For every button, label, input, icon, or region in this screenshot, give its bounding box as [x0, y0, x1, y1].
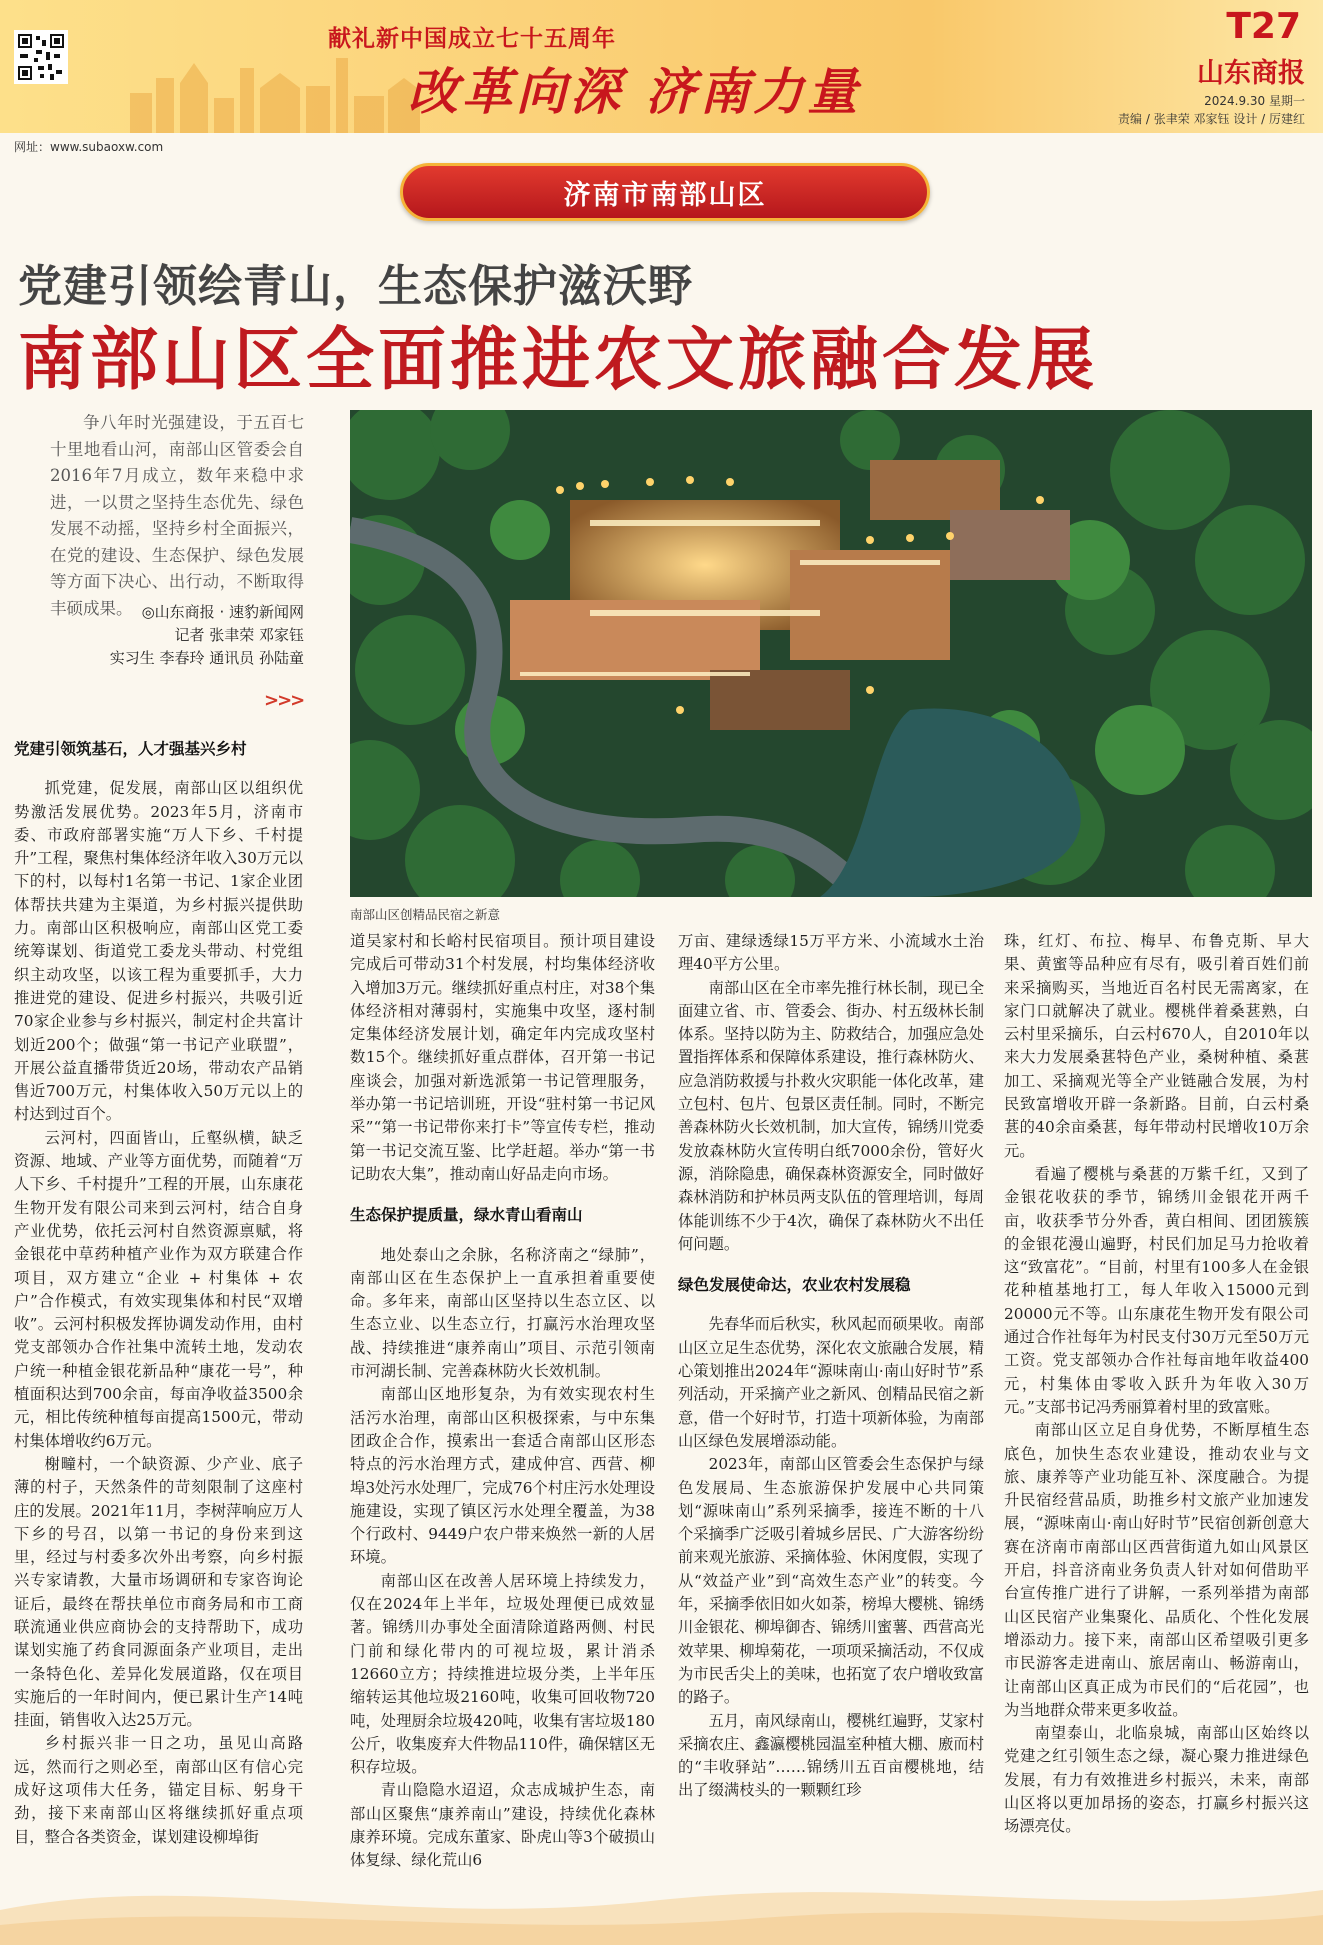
paragraph: 南望泰山，北临泉城，南部山区始终以党建之红引领生态之绿，凝心聚力推进绿色发展，有力有效推进乡村振兴，未来，南部山区将以更加昂扬的姿态，打赢乡村振兴这场漂亮仗。: [1004, 1724, 1309, 1836]
page-number: T27: [1226, 6, 1301, 47]
paragraph: 云河村，四面皆山，丘壑纵横，缺乏资源、地域、产业等方面优势，而随着“万人下乡、千村提升”工程的开展，山东康花生物开发有限公司来到云河村，结合自身产业优势，依托云河村自然资源禀赋，将金银花中草药种植产业作为双方联建合作项目，双方建立“企业 + 村集体 + 农户”合作模式，有效实现集体和村民“双增收”。云河村积极发挥协调发动作用，由村党支部领办合作社集中流转土地，发动农户统一种植金银花新品种“康花一号”，种植面积达到700余亩，每亩净收益3500余元，相比传统种植每亩提高1500元，带动村集体增收约6万元。: [14, 1128, 303, 1450]
paragraph: 万亩、建绿透绿15万平方米、小流域水土治理40平方公里。: [678, 932, 984, 974]
paragraph: 南部山区在全市率先推行林长制，现已全面建立省、市、管委会、街办、村五级林长制体系。坚持以防为主、防救结合，加强应急处置指挥体系和保障体系建设，推行森林防火、应急消防救援与扑救火灾职能一体化改革，建立包村、包片、包景区责任制。同时，不断完善森林防火长效机制，加大宣传，锦绣川党委发放森林防火宣传明白纸7000余份，管好火源，消除隐患，确保森林资源安全，同时做好森林消防和护林员两支队伍的管理培训，每周体能训练不少于4次，确保了森林防火不出任何问题。: [678, 978, 984, 1253]
continue-arrows-icon: >>>: [264, 690, 304, 711]
paragraph: 乡村振兴非一日之功，虽见山高路远，然而行之则必至，南部山区有信心完成好这项伟大任务，锚定目标、躬身干劲，接下来南部山区将继续抓好重点项目，整合各类资金，谋划建设柳埠街: [14, 1734, 303, 1846]
qr-code-icon: [16, 32, 66, 82]
photo-illustration: [350, 410, 1312, 897]
newspaper-name: 山东商报: [1197, 58, 1305, 89]
byline: [60, 601, 304, 670]
section-tag-label: 济南市南部山区: [563, 179, 767, 211]
paragraph: 南部山区在改善人居环境上持续发力，仅在2024年上半年，垃圾处理便已成效显著。锦绣川办事处全面清除道路两侧、村民门前和绿化带内的可视垃圾，累计消杀12660立方；持续推进垃圾分类，上半年压缩转运其他垃圾2160吨，收集可回收物720吨，处理厨余垃圾420吨，收集有害垃圾180公斤，收集废弃大件物品110件，确保辖区无积存垃圾。: [350, 1571, 655, 1777]
paragraph: 五月，南风绿南山，樱桃红遍野，艾家村采摘农庄、鑫瀛樱桃园温室种植大棚、廒而村的“丰收驿站”……锦绣川五百亩樱桃地，结出了缀满枝头的一颗颗红珍: [678, 1711, 984, 1800]
section-tag: [400, 163, 930, 221]
homestay-aerial-photo: [350, 410, 1312, 897]
paragraph: 抓党建，促发展，南部山区以组织优势激活发展优势。2023年5月，济南市委、市政府部署实施“万人下乡、千村提升”工程，聚焦村集体经济年收入30万元以下的村，以每村1名第一书记、1家企业团体帮扶共建为主渠道，为乡村振兴提供助力。南部山区积极响应，南部山区党工委统筹谋划、街道党工委龙头带动、村党组织主动攻坚，以该工程为重要抓手，大力推进党的建设、促进乡村振兴，共吸引近70家企业参与乡村振兴，制定村企共富计划近200个；做强“第一书记产业联盟”，开展公益直播带货近20场，带动农产品销售近700万元，村集体收入50万元以上的村达到过百个。: [14, 779, 303, 1124]
byline-contributors: 实习生 李春玲 通讯员 孙陆童: [109, 649, 304, 667]
qr-code[interactable]: [14, 30, 68, 84]
paragraph: 地处泰山之余脉，名称济南之“绿肺”，南部山区在生态保护上一直承担着重要使命。多年来，南部山区坚持以生态立区、以生态立业、以生态立行，打赢污水治理攻坚战、持续推进“康养南山”项目、示范引领南市河湖长制、完善森林防火长效机制。: [350, 1245, 655, 1381]
paragraph: 榭疃村，一个缺资源、少产业、底子薄的村子，天然条件的苛刻限制了这座村庄的发展。2021年11月，李树萍响应万人下乡的号召，以第一书记的身份来到这里，经过与村委多次外出考察，向乡村振兴专家请教，大量市场调研和专家咨询论证后，最终在帮扶单位市商务局和市工商联流通业供应商协会的支持帮助下，成功谋划实施了药食同源面条产业项目，走出一条特色化、差异化发展道路，仅在项目实施后的一年时间内，便已累计生产14吨挂面，销售收入达25万元。: [14, 1454, 303, 1730]
section-heading-green-development: 绿色发展使命达，农业农村发展稳: [678, 1276, 911, 1295]
paragraph: 看遍了樱桃与桑葚的万紫千红，又到了金银花收获的季节，锦绣川金银花开两千亩，收获季节分外香，黄白相间、团团簇簇的金银花漫山遍野，村民们加足马力抢收着这“致富花”。“目前，村里有100多人在金银花种植基地打工，每人年收入15000元到20000元不等。山东康花生物开发有限公司通过合作社每年为村民支付30万元至50万元工资。党支部领办合作社每亩地年收益400元，村集体由零收入跃升为年收入30万元。”支部书记冯秀丽算着村里的致富账。: [1004, 1164, 1309, 1416]
paragraph: 2023年，南部山区管委会生态保护与绿色发展局、生态旅游保护发展中心共同策划“源味南山”系列采摘季，接连不断的十八个采摘季广泛吸引着城乡居民、广大游客纷纷前来观光旅游、采摘体验、休闲度假，实现了从“效益产业”到“高效生态产业”的转变。今年，采摘季依旧如火如荼，榜埠大樱桃、锦绣川金银花、柳埠御杏、锦绣川蜜薯、西营高光效苹果、柳埠菊花，一项项采摘活动，不仅成为市民舌尖上的美味，也拓宽了农户增收致富的路子。: [678, 1455, 984, 1707]
section-heading-ecology: 生态保护提质量，绿水青山看南山: [350, 1206, 583, 1225]
article-column-1: [14, 736, 303, 1849]
banner-title: 改革向深 济南力量: [408, 62, 862, 121]
byline-source: ◎山东商报 · 速豹新闻网: [141, 603, 304, 621]
paragraph: 南部山区地形复杂，为有效实现农村生活污水治理，南部山区积极探索，与中东集团政企合作，摸索出一套适合南部山区形态特点的污水治理方式，建成仲宫、西营、柳埠3处污水处理厂，完成76个村庄污水处理设施建设，实现了镇区污水处理全覆盖，为38个行政村、9449户农户带来焕然一新的人居环境。: [350, 1385, 655, 1567]
paragraph: 先春华而后秋实，秋风起而硕果收。南部山区立足生态优势，深化农文旅融合发展，精心策划推出2024年“源味南山·南山好时节”系列活动，开采摘产业之新风、创精品民宿之新意，借一个好时节，打造十项新体验，为南部山区绿色发展增添动能。: [678, 1315, 984, 1450]
paragraph: 道吴家村和长峪村民宿项目。预计项目建设完成后可带动31个村发展，村均集体经济收入增加3万元。继续抓好重点村庄，对38个集体经济相对薄弱村，实施集中攻坚，逐村制定集体经济发展计划，确定年内完成攻坚村数15个。继续抓好重点群体，召开第一书记座谈会，加强对新选派第一书记管理服务，举办第一书记培训班，开设“驻村第一书记风采”“第一书记带你来打卡”等宣传专栏，推动第一书记交流互鉴、比学赶超。举办“第一书记助农大集”，推动南山好品走向市场。: [350, 932, 655, 1183]
photo-caption: 南部山区创精品民宿之新意: [350, 907, 501, 922]
paragraph: 青山隐隐水迢迢，众志成城护生态，南部山区聚焦“康养南山”建设，持续优化森林康养环境。完成东董家、卧虎山等3个破损山体复绿、绿化荒山6: [350, 1781, 655, 1870]
masthead: [0, 0, 1323, 133]
editors-credit: 责编 / 张聿荣 邓家钰 设计 / 厉建红: [1118, 112, 1305, 126]
paragraph: 南部山区立足自身优势，不断厚植生态底色，加快生态农业建设，推动农业与文旅、康养等产业功能互补、深度融合。为提升民宿经营品质，助推乡村文旅产业加速发展，“源味南山·南山好时节”民宿创新创意大赛在济南市南部山区西营街道九如山风景区开启，抖音济南业务负责人针对如何借助平台宣传推广进行了讲解，一系列举措为南部山区民宿产业集聚化、品质化、个性化发展增添动力。接下来，南部山区希望吸引更多市民游客走进南山、旅居南山、畅游南山，让南部山区真正成为市民们的“后花园”，也为当地群众带来更多收益。: [1004, 1421, 1309, 1719]
paragraph: 珠，红灯、布拉、梅早、布鲁克斯、早大果、黄蜜等品种应有尽有，吸引着百姓们前来采摘购买，当地近百名村民无需离家，在家门口就解决了就业。樱桃伴着桑葚熟，白云村里采摘乐，白云村670人，自2010年以来大力发展桑葚特色产业，桑树种植、桑葚加工、采摘观光等全产业链融合发展，为村民致富增收开辟一条新路。目前，白云村桑葚的40余亩桑葚，每年带动村民增收10万余元。: [1004, 932, 1309, 1160]
byline-reporters: 记者 张聿荣 邓家钰: [174, 626, 304, 644]
banner-tagline: 献礼新中国成立七十五周年: [328, 26, 616, 52]
article-subhead: 党建引领绘青山，生态保护滋沃野: [18, 261, 693, 312]
section-heading-party-building: 党建引领筑基石，人才强基兴乡村: [14, 740, 247, 758]
website-url[interactable]: 网址：www.subaoxw.com: [14, 140, 164, 154]
article-headline: 南部山区全面推进农文旅融合发展: [18, 321, 1099, 400]
article-column-2: [350, 930, 655, 1873]
article-column-4: [1004, 930, 1309, 1839]
article-column-3: [678, 930, 984, 1803]
bottom-decoration: [0, 1860, 1323, 1945]
publication-date: 2024.9.30 星期一: [1204, 94, 1305, 108]
article-lead: 争八年时光强建设，于五百七十里地看山河，南部山区管委会自2016年7月成立，数年来稳中求进，一以贯之坚持生态优先、绿色发展不动摇，坚持乡村全面振兴，在党的建设、生态保护、绿色发展等方面下决心、出行动，不断取得丰硕成果。: [50, 413, 304, 618]
